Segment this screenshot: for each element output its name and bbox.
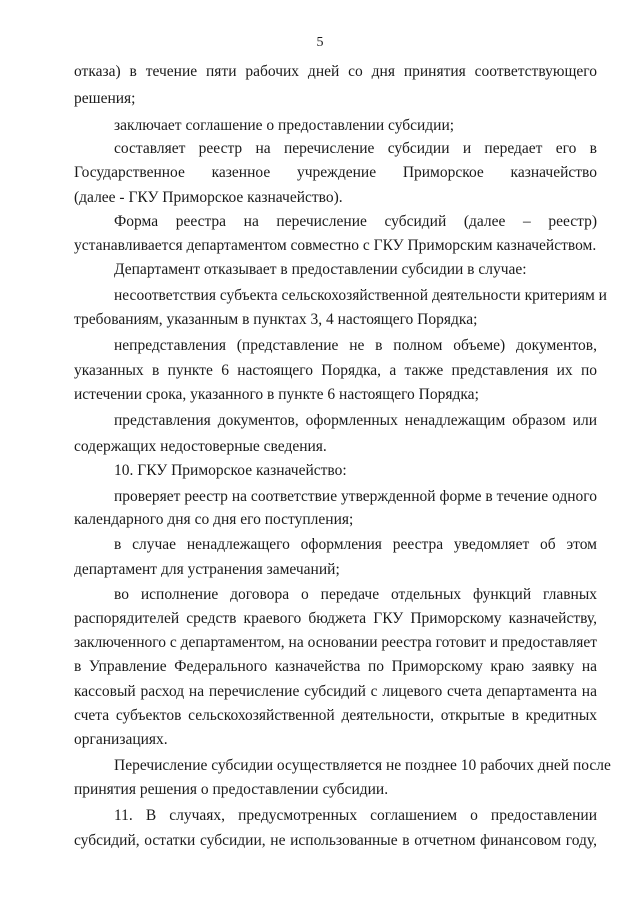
text-line: (далее - ГКУ Приморское казначейство). bbox=[74, 189, 343, 206]
text-line: проверяет реестр на соответствие утвержденной форме в течение одного bbox=[114, 488, 597, 505]
text-line: счета субъектов сельскохозяйственной деятельности, открытые в кредитных bbox=[74, 707, 597, 724]
text-line: решения; bbox=[74, 90, 136, 107]
text-line: устанавливается департаментом совместно с ГКУ Приморским казначейством. bbox=[74, 237, 597, 254]
text-line: календарного дня со дня его поступления; bbox=[74, 511, 354, 528]
text-line: непредставления (представление не в полном объеме) документов, bbox=[114, 337, 597, 354]
text-line: заключенного с департаментом, на основании реестра готовит и предоставляет bbox=[74, 634, 597, 651]
text-line: представления документов, оформленных ненадлежащим образом или bbox=[114, 412, 597, 429]
text-line: составляет реестр на перечисление субсидии и передает его в bbox=[114, 140, 597, 157]
text-line: Государственное казенное учреждение Приморское казначейство bbox=[74, 164, 597, 181]
text-line: Департамент отказывает в предоставлении субсидии в случае: bbox=[114, 261, 527, 278]
text-line: субсидий, остатки субсидии, не использованные в отчетном финансовом году, bbox=[74, 832, 597, 849]
text-line: во исполнение договора о передаче отдельных функций главных bbox=[114, 586, 597, 603]
text-line: Перечисление субсидии осуществляется не позднее 10 рабочих дней после bbox=[114, 757, 611, 774]
text-line: несоответствия субъекта сельскохозяйственной деятельности критериям и bbox=[114, 287, 607, 304]
text-line: кассовый расход на перечисление субсидий с лицевого счета департамента на bbox=[74, 683, 597, 700]
text-line: Форма реестра на перечисление субсидий (далее – реестр) bbox=[114, 213, 597, 230]
text-line: указанных в пункте 6 настоящего Порядка, а также представления их по bbox=[74, 362, 597, 379]
text-line: принятия решения о предоставлении субсидии. bbox=[74, 781, 389, 798]
section-heading: 11. В случаях, предусмотренных соглашением о предоставлении bbox=[114, 807, 597, 824]
text-line: отказа) в течение пяти рабочих дней со дня принятия соответствующего bbox=[74, 63, 597, 80]
text-line: содержащих недостоверные сведения. bbox=[74, 438, 327, 455]
text-line: в случае ненадлежащего оформления реестра уведомляет об этом bbox=[114, 536, 597, 553]
page-number: 5 bbox=[316, 35, 324, 50]
text-line: департамент для устранения замечаний; bbox=[74, 561, 340, 578]
section-heading: 10. ГКУ Приморское казначейство: bbox=[114, 462, 347, 479]
text-line: заключает соглашение о предоставлении субсидии; bbox=[114, 117, 455, 134]
text-line: распорядителей средств краевого бюджета ГКУ Приморскому казначейству, bbox=[74, 610, 597, 627]
text-line: требованиям, указанным в пунктах 3, 4 настоящего Порядка; bbox=[74, 311, 478, 328]
text-line: организациях. bbox=[74, 731, 168, 748]
text-line: истечении срока, указанного в пункте 6 настоящего Порядка; bbox=[74, 386, 479, 403]
text-line: в Управление Федерального казначейства по Приморскому краю заявку на bbox=[74, 658, 597, 675]
